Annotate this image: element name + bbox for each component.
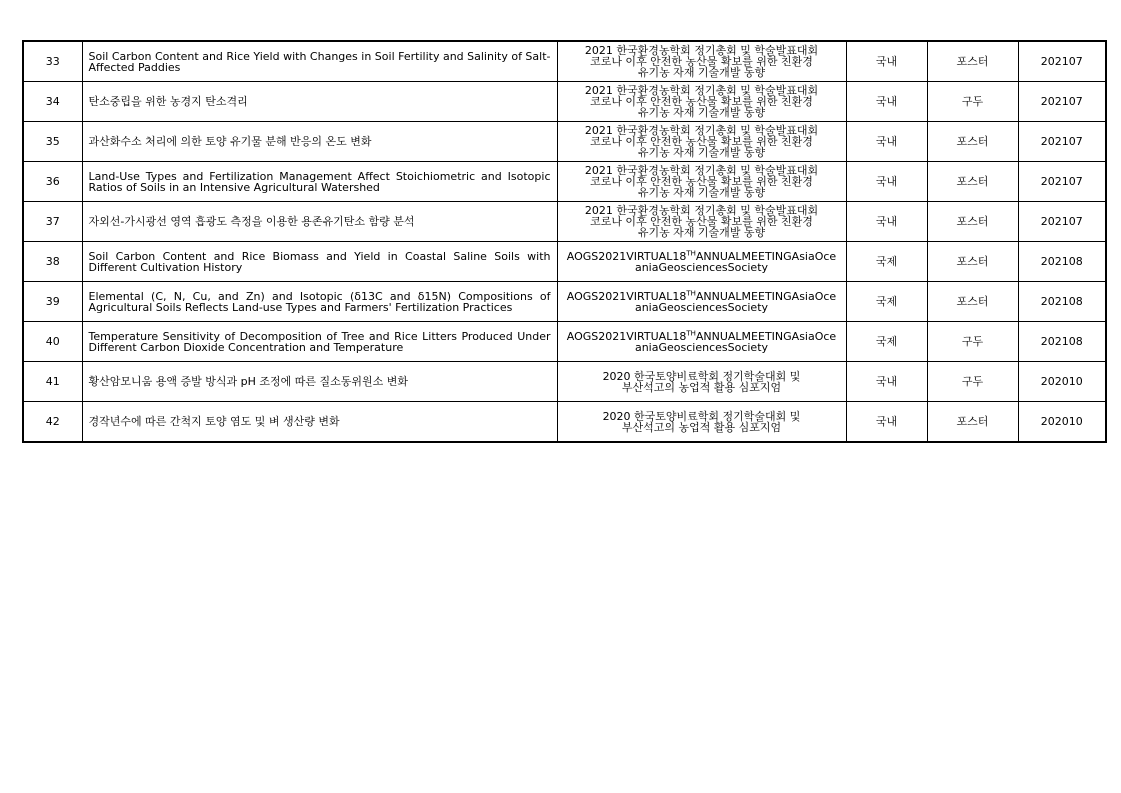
scope-cell: 국제 [846, 282, 927, 322]
date-cell: 202107 [1018, 202, 1106, 242]
venue-cell [557, 122, 846, 162]
date-cell: 202108 [1018, 242, 1106, 282]
scope-cell: 국내 [846, 402, 927, 443]
type-cell: 포스터 [927, 41, 1018, 82]
venue-line [564, 288, 840, 303]
venue-cell [557, 362, 846, 402]
table-row [23, 242, 1106, 282]
venue-line: 부산석고의 농업적 활용 심포지엄 [621, 420, 782, 434]
venue-line: 2021 한국환경농학회 정기총회 및 학술발표대회 [584, 84, 819, 97]
venue-text: AOGS2021VIRTUAL18 [566, 249, 687, 263]
date-cell: 202010 [1018, 402, 1106, 443]
row-number-cell: 41 [23, 362, 82, 402]
row-number-cell: 36 [23, 162, 82, 202]
row-number-cell: 35 [23, 122, 82, 162]
type-cell: 구두 [927, 82, 1018, 122]
title-cell: Soil Carbon Content and Rice Biomass and Yield in Coastal Saline Soils with Different Cultivation History [82, 242, 557, 282]
type-cell: 포스터 [927, 202, 1018, 242]
type-cell: 구두 [927, 362, 1018, 402]
venue-text: ANNUALMEETINGAsiaOce [695, 289, 837, 303]
venue-line: 2021 한국환경농학회 정기총회 및 학술발표대회 [584, 124, 819, 137]
row-number-cell: 42 [23, 402, 82, 443]
scope-cell: 국내 [846, 362, 927, 402]
title-cell: Temperature Sensitivity of Decomposition of Tree and Rice Litters Produced Under Different Carbon Dioxide Concentration and Temperature [82, 322, 557, 362]
date-cell: 202107 [1018, 82, 1106, 122]
scope-cell: 국내 [846, 41, 927, 82]
venue-line: 유기농 자재 기술개발 동향 [637, 186, 766, 199]
date-cell: 202107 [1018, 162, 1106, 202]
type-cell: 포스터 [927, 242, 1018, 282]
row-number-cell: 38 [23, 242, 82, 282]
table-row [23, 162, 1106, 202]
venue-cell [557, 162, 846, 202]
venue-line: 부산석고의 농업적 활용 심포지엄 [621, 380, 782, 394]
title-cell: Soil Carbon Content and Rice Yield with Changes in Soil Fertility and Salinity of Salt-Affected Paddies [82, 41, 557, 82]
table-body [23, 41, 1106, 442]
title-cell: Land-Use Types and Fertilization Management Affect Stoichiometric and Isotopic Ratios of Soils in an Intensive Agricultural Watershed [82, 162, 557, 202]
venue-cell [557, 322, 846, 362]
title-cell: 황산암모니움 용액 증발 방식과 pH 조정에 따른 질소동위원소 변화 [82, 362, 557, 402]
type-cell: 포스터 [927, 162, 1018, 202]
venue-line: 2020 한국토양비료학회 정기학술대회 및 [602, 369, 801, 383]
row-number-cell: 33 [23, 41, 82, 82]
scope-cell: 국내 [846, 162, 927, 202]
venue-line: aniaGeosciencesSociety [634, 260, 769, 274]
date-cell: 202107 [1018, 122, 1106, 162]
date-cell: 202107 [1018, 41, 1106, 82]
venue-line: aniaGeosciencesSociety [634, 340, 769, 354]
venue-line: 2021 한국환경농학회 정기총회 및 학술발표대회 [584, 204, 819, 217]
venue-cell [557, 202, 846, 242]
venue-line: 코로나 이후 안전한 농산물 확보를 위한 친환경 [590, 175, 813, 188]
venue-superscript: TH [686, 288, 696, 297]
venue-text: ANNUALMEETINGAsiaOce [695, 249, 837, 263]
venue-cell [557, 41, 846, 82]
title-cell: 경작년수에 따른 간척지 토양 염도 및 벼 생산량 변화 [82, 402, 557, 443]
venue-text: AOGS2021VIRTUAL18 [566, 289, 687, 303]
table-row [23, 82, 1106, 122]
venue-cell [557, 282, 846, 322]
date-cell: 202108 [1018, 322, 1106, 362]
presentation-table [22, 40, 1107, 443]
table-row [23, 202, 1106, 242]
venue-line: 코로나 이후 안전한 농산물 확보를 위한 친환경 [590, 95, 813, 108]
venue-text: AOGS2021VIRTUAL18 [566, 329, 687, 343]
row-number-cell: 37 [23, 202, 82, 242]
table-row [23, 402, 1106, 443]
scope-cell: 국제 [846, 242, 927, 282]
venue-superscript: TH [686, 328, 696, 337]
venue-line: 유기농 자재 기술개발 동향 [637, 66, 766, 79]
venue-line: 2020 한국토양비료학회 정기학술대회 및 [602, 409, 801, 423]
venue-line: aniaGeosciencesSociety [634, 300, 769, 314]
title-cell: 과산화수소 처리에 의한 토양 유기물 분해 반응의 온도 변화 [82, 122, 557, 162]
venue-superscript: TH [686, 248, 696, 257]
scope-cell: 국제 [846, 322, 927, 362]
scope-cell: 국내 [846, 122, 927, 162]
venue-text: ANNUALMEETINGAsiaOce [695, 329, 837, 343]
type-cell: 포스터 [927, 122, 1018, 162]
venue-line: 유기농 자재 기술개발 동향 [637, 146, 766, 159]
venue-line [564, 328, 840, 343]
table-row [23, 122, 1106, 162]
venue-line: 2021 한국환경농학회 정기총회 및 학술발표대회 [584, 164, 819, 177]
venue-cell [557, 402, 846, 443]
type-cell: 구두 [927, 322, 1018, 362]
venue-line: 코로나 이후 안전한 농산물 확보를 위한 친환경 [590, 55, 813, 68]
table-row [23, 322, 1106, 362]
venue-line: 2021 한국환경농학회 정기총회 및 학술발표대회 [584, 44, 819, 57]
title-cell: Elemental (C, N, Cu, and Zn) and Isotopic (δ13C and δ15N) Compositions of Agricultural Soils Reflects Land-use Types and Farmers' Fertilization Practices [82, 282, 557, 322]
type-cell: 포스터 [927, 282, 1018, 322]
venue-line: 유기농 자재 기술개발 동향 [637, 226, 766, 239]
table-row [23, 362, 1106, 402]
scope-cell: 국내 [846, 202, 927, 242]
venue-cell [557, 242, 846, 282]
date-cell: 202010 [1018, 362, 1106, 402]
row-number-cell: 40 [23, 322, 82, 362]
venue-cell [557, 82, 846, 122]
table-row [23, 282, 1106, 322]
row-number-cell: 39 [23, 282, 82, 322]
venue-line: 유기농 자재 기술개발 동향 [637, 106, 766, 119]
title-cell: 자외선-가시광선 영역 흡광도 측정을 이용한 용존유기탄소 함량 분석 [82, 202, 557, 242]
table-row [23, 41, 1106, 82]
type-cell: 포스터 [927, 402, 1018, 443]
date-cell: 202108 [1018, 282, 1106, 322]
venue-line [564, 248, 840, 263]
row-number-cell: 34 [23, 82, 82, 122]
title-cell: 탄소중립을 위한 농경지 탄소격리 [82, 82, 557, 122]
scope-cell: 국내 [846, 82, 927, 122]
venue-line: 코로나 이후 안전한 농산물 확보를 위한 친환경 [590, 215, 813, 228]
venue-line: 코로나 이후 안전한 농산물 확보를 위한 친환경 [590, 135, 813, 148]
